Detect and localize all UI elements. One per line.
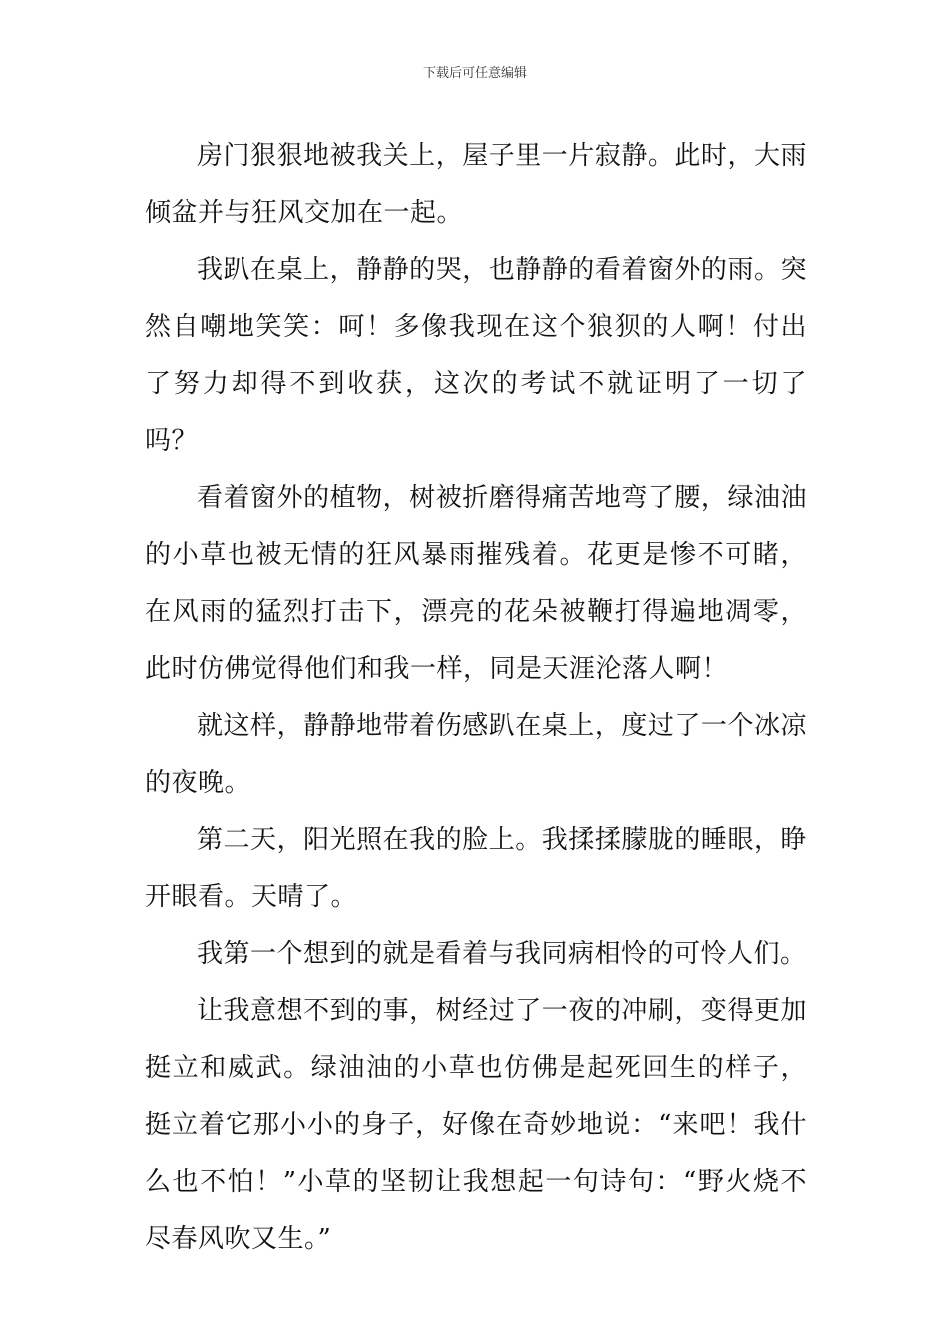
page-header: 下载后可任意编辑 (422, 66, 527, 81)
paragraph-5: 第二天，阳光照在我的脸上。我揉揉朦胧的睡眼，睁开眼看。天晴了。 (145, 825, 807, 912)
document-body (145, 128, 807, 1268)
paragraph-4: 就这样，静静地带着伤感趴在桌上，度过了一个冰凉的夜晚。 (145, 711, 807, 798)
paragraph-3: 看着窗外的植物，树被折磨得痛苦地弯了腰，绿油油的小草也被无情的狂风暴雨摧残着。花更是惨不可睹，在风雨的猛烈打击下，漂亮的花朵被鞭打得遍地凋零，此时仿佛觉得他们和我一样，同是天涯沦落人啊！ (145, 483, 807, 684)
paragraph-6: 我第一个想到的就是看着与我同病相怜的可怜人们。 (197, 939, 807, 969)
paragraph-2: 我趴在桌上，静静的哭，也静静的看着窗外的雨。突然自嘲地笑笑：呵！多像我现在这个狼狈的人啊！付出了努力却得不到收获，这次的考试不就证明了一切了吗？ (145, 255, 807, 456)
paragraph-1: 房门狠狠地被我关上，屋子里一片寂静。此时，大雨倾盆并与狂风交加在一起。 (145, 141, 807, 228)
paragraph-7: 让我意想不到的事，树经过了一夜的冲刷，变得更加挺立和威武。绿油油的小草也仿佛是起死回生的样子，挺立着它那小小的身子，好像在奇妙地说：“来吧！我什么也不怕！”小草的坚韧让我想起一句诗句：“野火烧不尽春风吹又生。” (145, 996, 807, 1254)
